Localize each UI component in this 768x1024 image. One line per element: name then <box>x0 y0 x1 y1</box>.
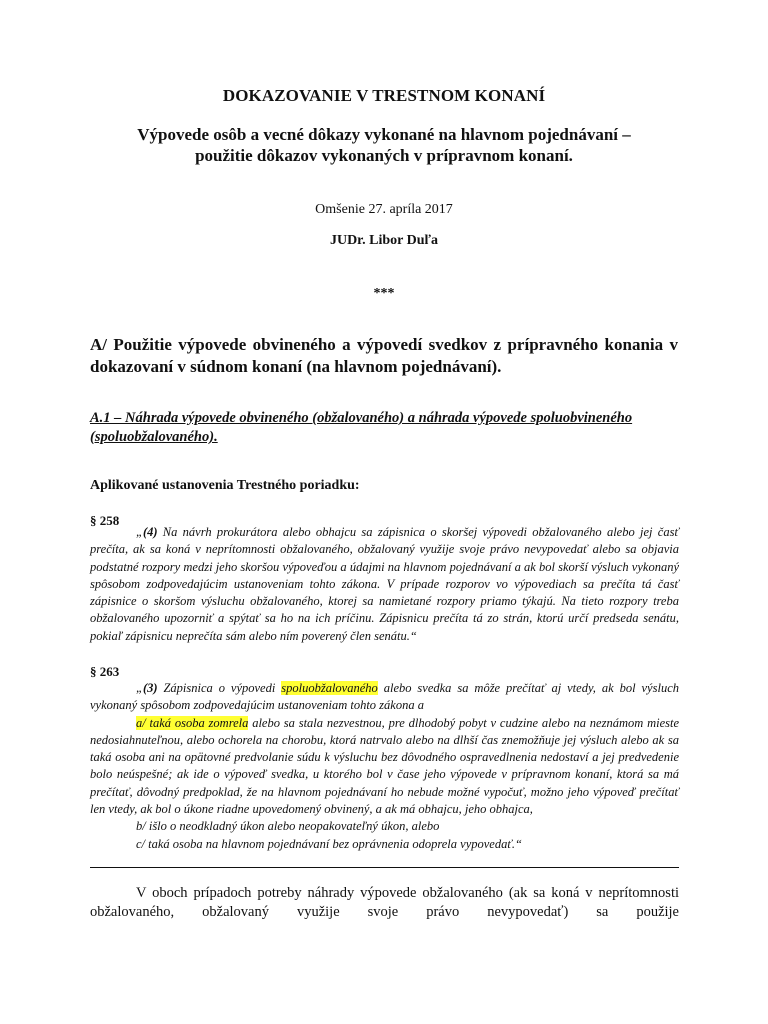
item-b: b/ išlo o neodkladný úkon alebo neopakovateľný úkon, alebo <box>136 819 440 834</box>
paragraph-263-text-after1: alebo svedka sa môže prečítať aj vtedy, ak bol výsluch vykonaný spôsobom zodpovedajúcim ustanoveniam tohto zákona a <box>90 681 679 713</box>
highlight-item-a: a/ taká osoba zomrela <box>136 715 249 730</box>
paragraph-263-text-before: Zápisnica o výpovedi <box>157 681 282 695</box>
section-a1-heading: A.1 – Náhrada výpovede obvineného (obžalovaného) a náhrada výpovede spoluobvineného (spoluobžalovaného). <box>90 410 633 445</box>
document-date: Omšenie 27. apríla 2017 <box>315 202 453 217</box>
section-a-heading: A/ Použitie výpovede obvineného a výpovedí svedkov z prípravného konania v dokazovaní v súdnom konaní (na hlavnom pojednávaní). <box>90 335 678 376</box>
paragraph-258-text: Na návrh prokurátora alebo obhajcu sa zápisnica o skoršej výpovedi obžalovaného alebo jej časť prečíta, ak sa koná v neprítomnosti obžalovaného, obžalovaný využije svoje právo nevypovedať alebo sa objavia podstatné rozpory medzi jeho skoršou výpoveďou a údajmi na hlavnom pojednávaní a ak bol skorší výsluch vykonaný spôsobom zodpovedajúcim ustanoveniam tohto zákona. V prípade rozporov vo výpovediach sa prečíta tá časť zápisnice o skoršom výsluchu obžalovaného, ktorej sa namietané rozpory priamo týkajú. Na tieto rozpory treba obžalovaného upozorniť a spýtať sa ho na ich príčinu. Zápisnicu prečíta tá zo strán, ktorú určí predseda senátu, pokiaľ zápisnicu neprečíta sám alebo ním poverený člen senátu.“ <box>90 525 679 643</box>
body-paragraph <box>90 884 679 922</box>
document-author: JUDr. Libor Duľa <box>329 233 439 248</box>
body-paragraph-text: V oboch prípadoch potreby náhrady výpovede obžalovaného (ak sa koná v neprítomnosti obžalovaného, obžalovaný využije svoje právo nevypovedať) sa použije <box>90 885 679 920</box>
section-separator: *** <box>373 286 395 301</box>
applied-provisions-label: Aplikované ustanovenia Trestného poriadku: <box>90 478 360 493</box>
subtitle-line-2: použitie dôkazov vykonaných v prípravnom konaní. <box>195 146 573 165</box>
paragraph-263-number: § 263 <box>90 664 120 679</box>
document-title: DOKAZOVANIE V TRESTNOM KONANÍ <box>222 86 546 105</box>
horizontal-rule <box>90 867 679 868</box>
item-c: c/ taká osoba na hlavnom pojednávaní bez oprávnenia odoprela vypovedať.“ <box>136 836 522 851</box>
quote-open-mark: „ <box>136 681 143 695</box>
subsection-number: (4) <box>142 525 158 539</box>
subsection-number: (3) <box>142 681 158 695</box>
paragraph-258-quote <box>90 524 679 645</box>
document-subtitle <box>80 124 688 166</box>
paragraph-263-text-after2: alebo sa stala nezvestnou, pre dlhodobý pobyt v cudzine alebo na neznámom mieste nedosiahnuteľnou, alebo ochorela na chorobu, ktorá natrvalo alebo na dlhší čas znemožňuje jej výsluch alebo ak sa taká osoba ani na opätovné predvolanie súdu k výsluchu bez dôvodného ospravedlnenia nedostaví a jej predvedenie bolo neúspešné; ak ide o výpoveď svedka, u ktorého bol v čase jeho výpovede v prípravnom konaní, ktorá sa má prečítať, dôvodný predpoklad, že na hlavnom pojednávaní ho nebude možné vypočuť, možno jeho výpoveď prečítať len vtedy, ak bol o úkone riadne upovedomený obvinený, a ak má obhajcu, jeho obhajca, <box>90 715 680 817</box>
paragraph-258-number: § 258 <box>90 513 120 528</box>
subtitle-line-1: Výpovede osôb a vecné dôkazy vykonané na hlavnom pojednávaní – <box>137 125 631 144</box>
quote-open-mark: „ <box>136 525 143 539</box>
highlight-spoluobzalovaneho: spoluobžalovaného <box>281 681 378 695</box>
paragraph-263-quote <box>90 680 679 853</box>
